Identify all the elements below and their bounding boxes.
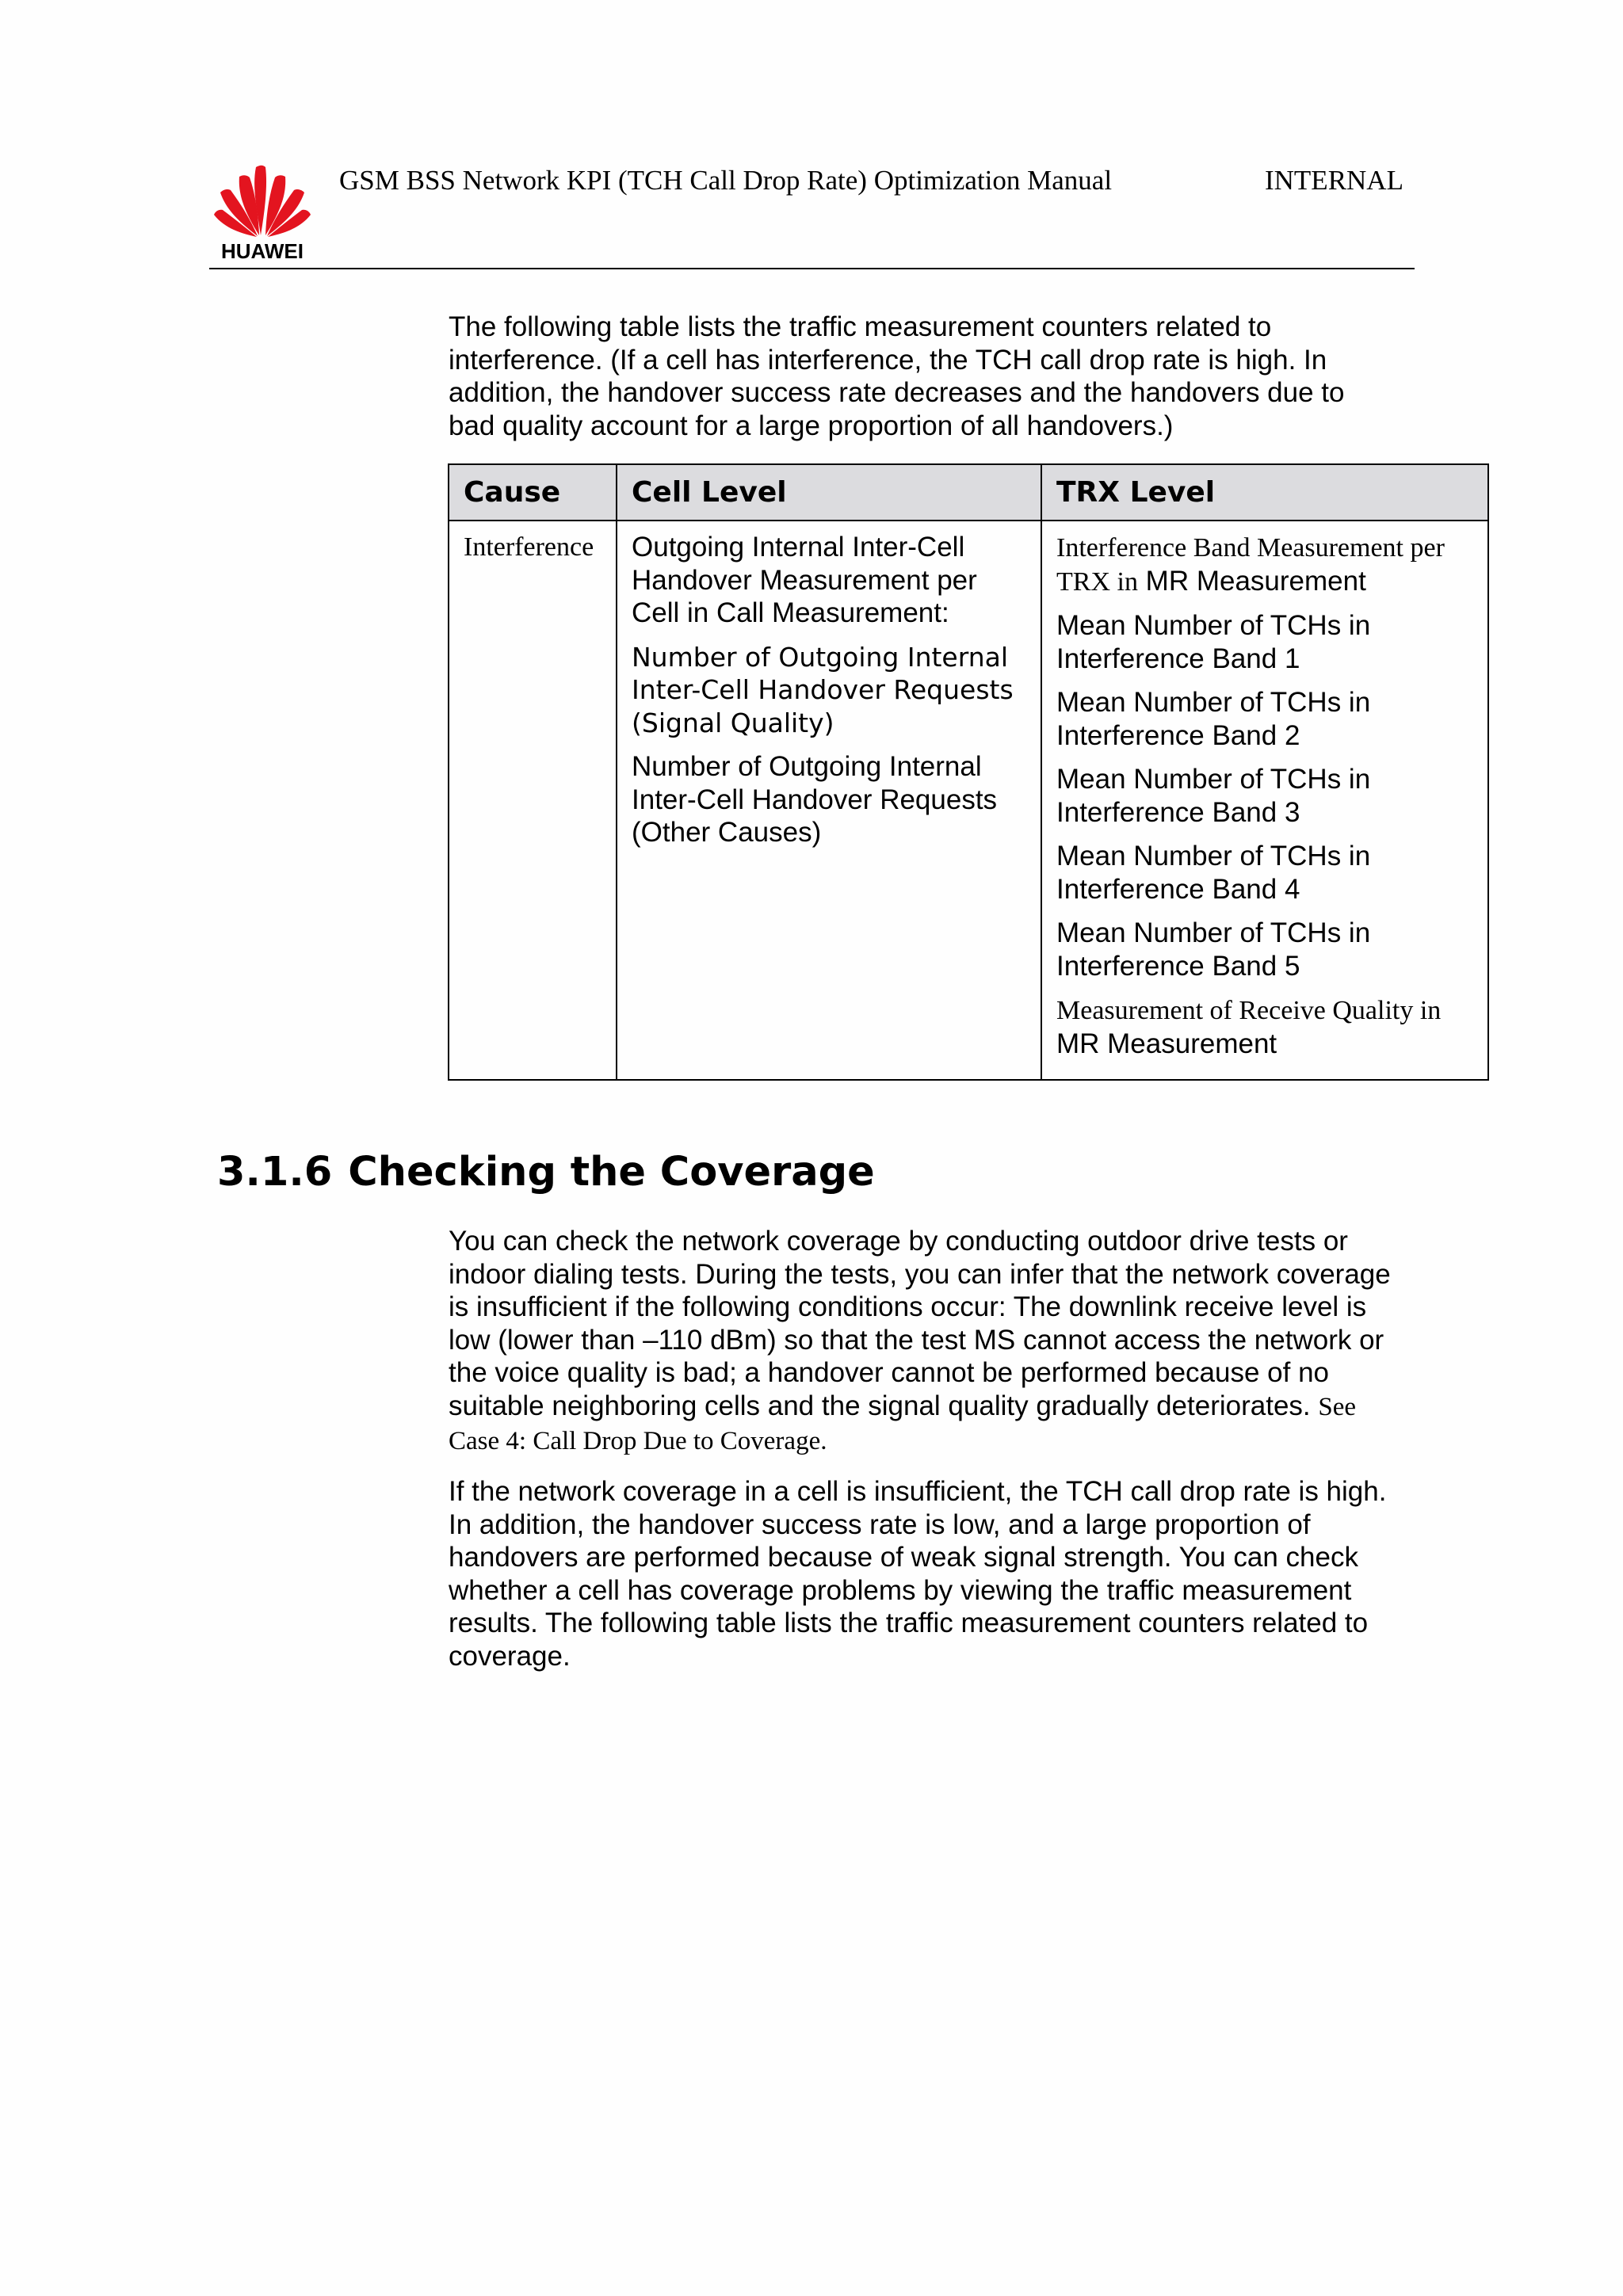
interference-counters-table: [448, 463, 1489, 1081]
section-number: 3.1.6: [217, 1149, 333, 1196]
huawei-logo: [212, 162, 312, 261]
cell-level-cell: [617, 521, 1041, 1080]
trx-level-item: [1056, 531, 1473, 598]
classification-label: INTERNAL: [1265, 165, 1403, 196]
trx-item-rest: MR Measurement: [1137, 565, 1366, 597]
section-heading: [217, 1149, 875, 1196]
header-cause: Cause: [449, 464, 617, 521]
header-cell-level: Cell Level: [617, 464, 1041, 521]
case-reference: See Case 4: Call Drop Due to Coverage.: [449, 1392, 1357, 1455]
trx-level-item: Mean Number of TCHs in Interference Band 5: [1056, 917, 1371, 982]
coverage-paragraph-2: If the network coverage in a cell is insufficient, the TCH call drop rate is high. In addition, the handover success rate is low, and a large proportion of handovers are performed because of weak signal strength. You can check whether a cell has coverage problems by viewing the traffic measurement results. The following table lists the traffic measurement counters related to coverage.: [449, 1476, 1387, 1672]
trx-level-item: Mean Number of TCHs in Interference Band 1: [1056, 610, 1371, 674]
trx-item-rest: MR Measurement: [1056, 1028, 1277, 1059]
cell-level-item: Number of Outgoing Internal Inter-Cell Handover Requests (Other Causes): [632, 751, 998, 848]
header-divider: [209, 268, 1415, 269]
trx-level-cell: [1041, 521, 1488, 1080]
table-row: [449, 521, 1488, 1080]
trx-level-item: Mean Number of TCHs in Interference Band 2: [1056, 687, 1371, 751]
header-trx-level: TRX Level: [1041, 464, 1488, 521]
huawei-flower-icon: [212, 162, 312, 238]
header-title: GSM BSS Network KPI (TCH Call Drop Rate) Optimization Manual: [339, 165, 1113, 196]
cell-level-item: Number of Outgoing Internal Inter-Cell Handover Requests (Signal Quality): [632, 641, 1014, 738]
trx-item-serif: Measurement of Receive Quality in: [1056, 996, 1442, 1025]
section-title: Checking the Coverage: [348, 1149, 875, 1196]
trx-level-item: [1056, 994, 1473, 1060]
coverage-p1-text: You can check the network coverage by conducting outdoor drive tests or indoor dialing tests. During the tests, you can infer that the network coverage is insufficient if the following conditions occur: The downlink receive level is low (lower than –110 dBm) so that the test MS cannot access the network or the voice quality is bad; a handover cannot be performed because of no suitable neighboring cells and the signal quality gradually deteriorates.: [449, 1226, 1391, 1421]
intro-paragraph: The following table lists the traffic measurement counters related to interference. (If a cell has interference, the TCH call drop rate is high. In addition, the handover success rate decreases and the handovers due to bad quality account for a large proportion of all handovers.): [449, 311, 1345, 441]
table-header-row: [449, 464, 1488, 521]
trx-item-serif: Interference Band Measurement per TRX in: [1056, 533, 1445, 597]
cell-level-item: Outgoing Internal Inter-Cell Handover Measurement per Cell in Call Measurement:: [632, 532, 977, 628]
logo-wordmark: HUAWEI: [221, 239, 304, 263]
coverage-paragraph-1: [449, 1225, 1392, 1459]
trx-level-item: Mean Number of TCHs in Interference Band 4: [1056, 841, 1371, 905]
cause-cell: Interference: [449, 521, 617, 1080]
trx-level-item: Mean Number of TCHs in Interference Band 3: [1056, 764, 1371, 828]
